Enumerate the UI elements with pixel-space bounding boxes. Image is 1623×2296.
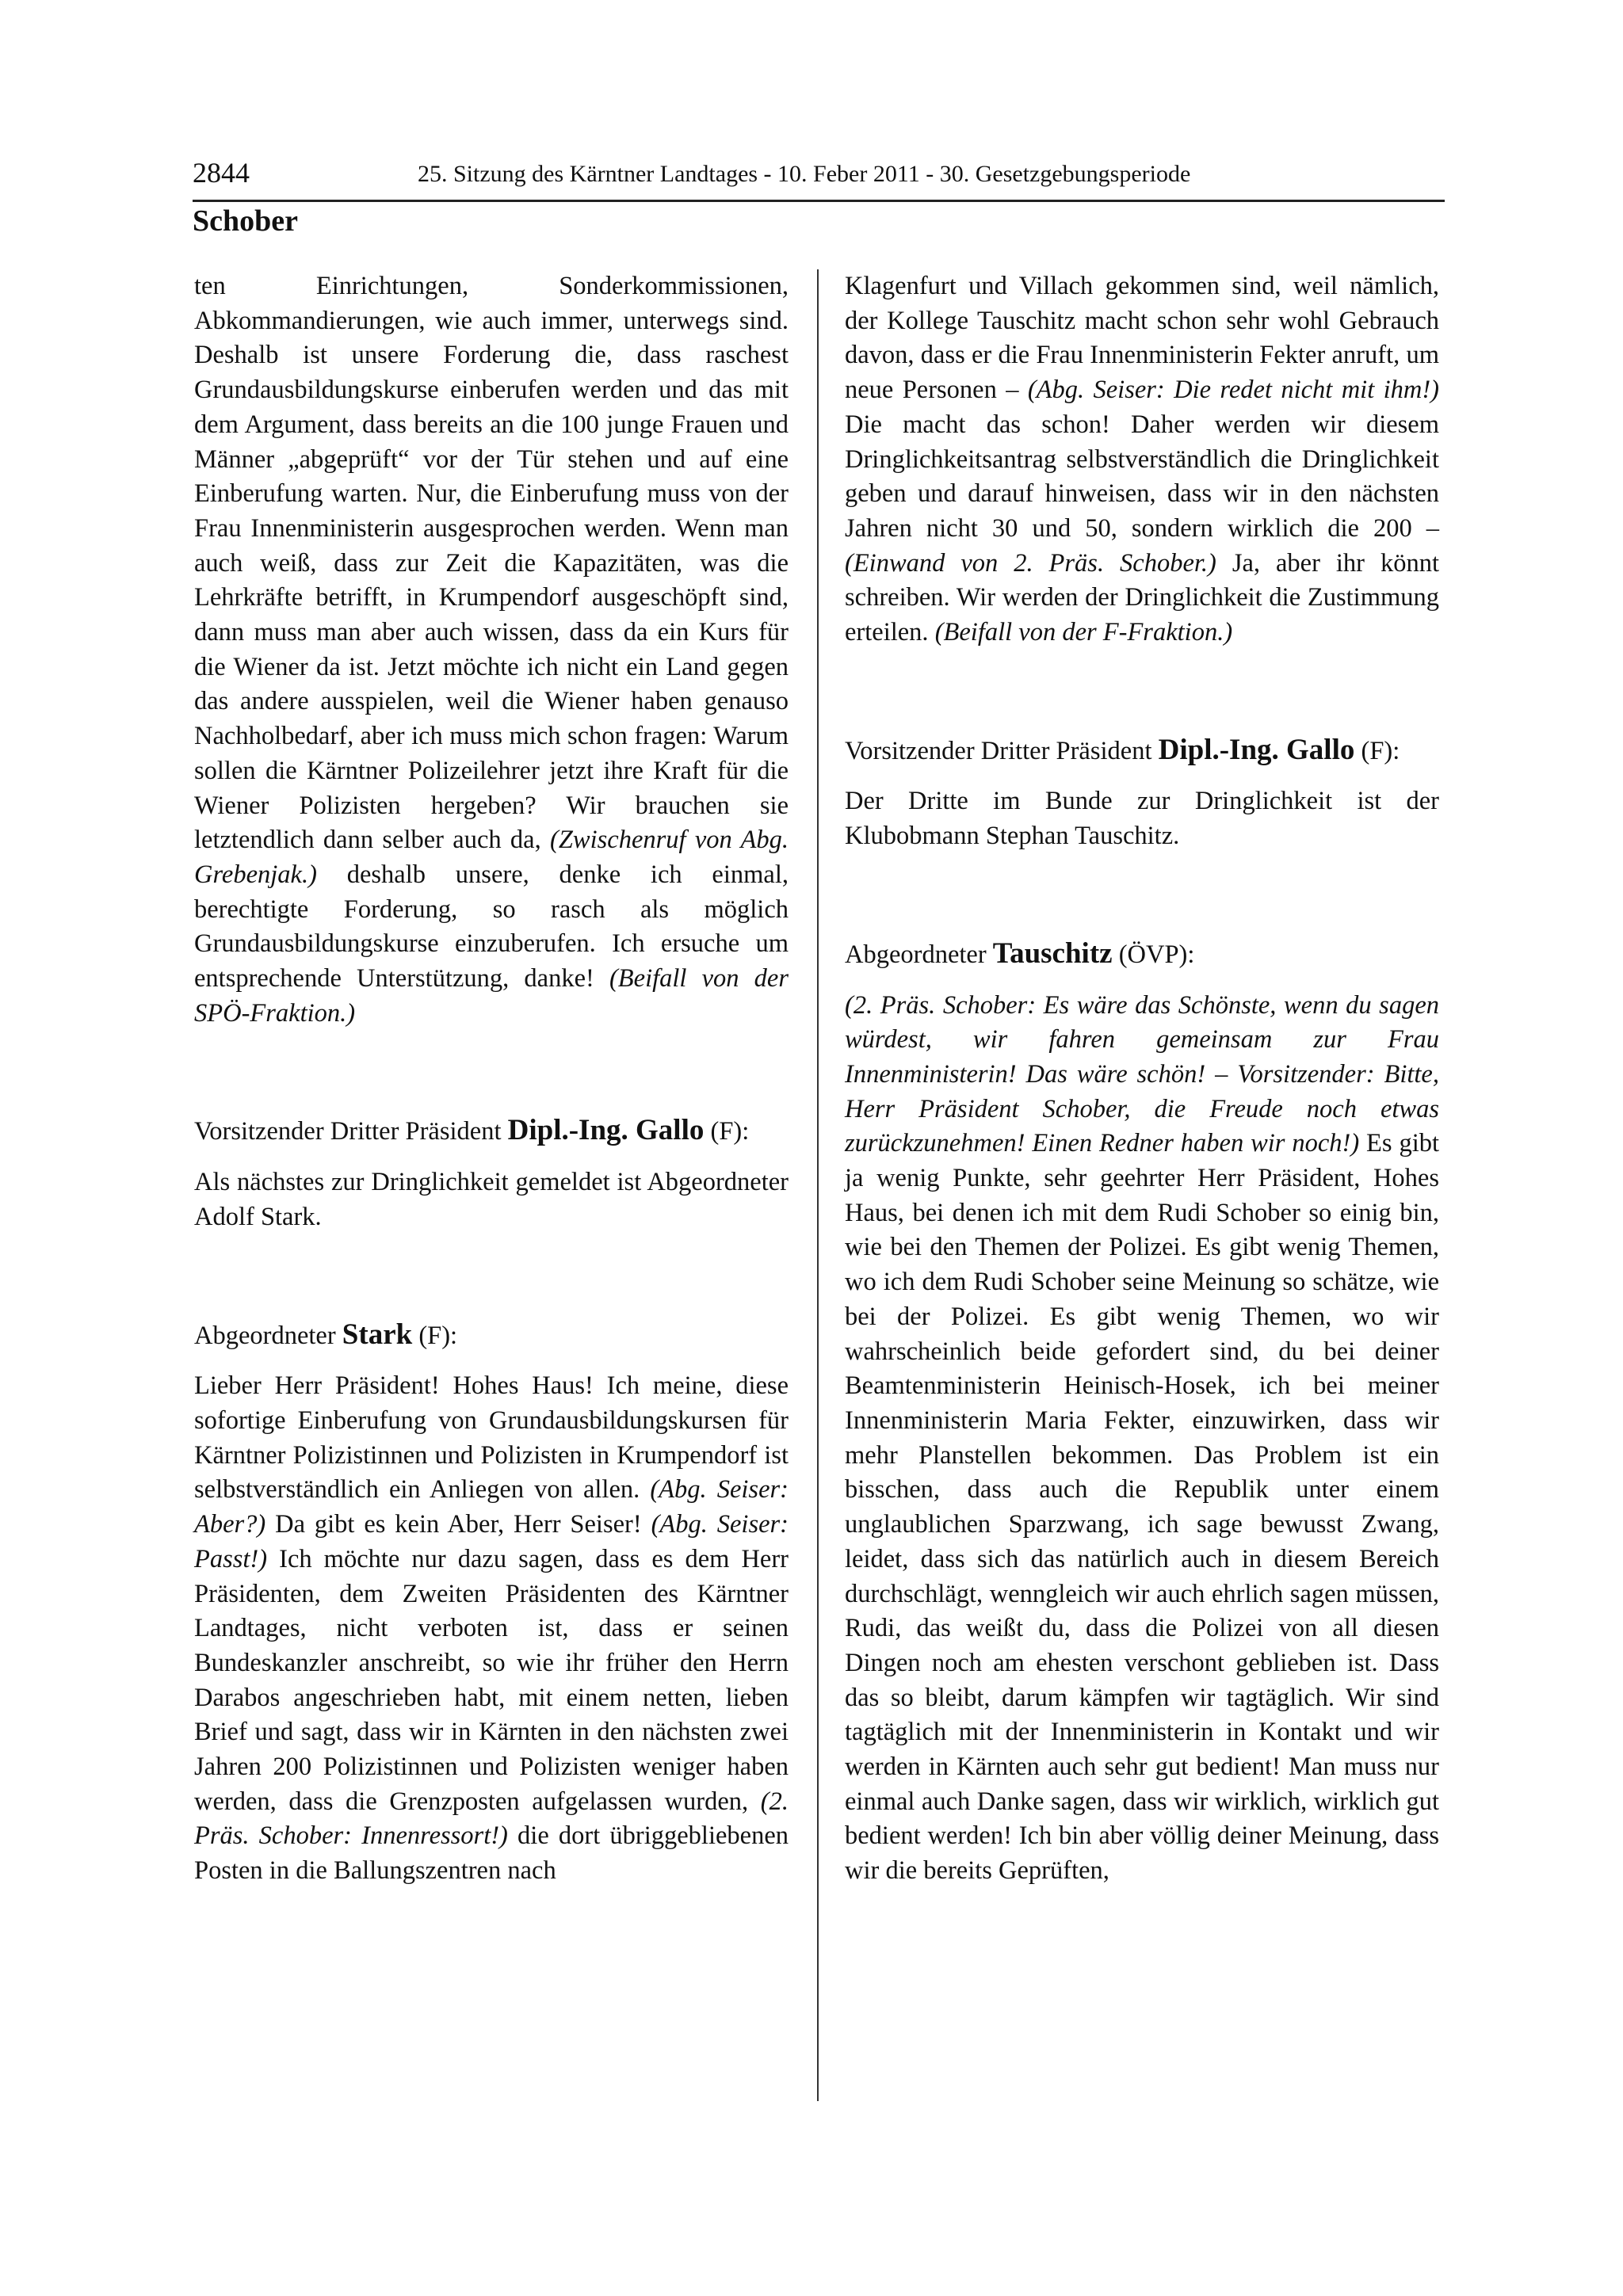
speaker-role: Abgeordneter [194, 1321, 342, 1350]
paragraph: Der Dritte im Bunde zur Dringlichkeit ist der Klubobmann Stephan Tauschitz. [845, 787, 1439, 851]
interjection: (Beifall von der F-Fraktion.) [934, 618, 1233, 647]
text-run: Klagenfurt und Villach gekommen sind, weil nämlich, der Kollege Tauschitz macht schon sehr wohl Gebrauch davon, dass er die Frau Innenministerin Fekter anruft, um neue Personen – [845, 272, 1439, 405]
interjection: (2. Präs. Schober: Innenressort!) [194, 1787, 789, 1851]
page-number: 2844 [193, 157, 250, 189]
text-run: ten Einrichtungen, Sonderkommissionen, Abkommandierungen, wie auch immer, unterwegs sind. Deshalb ist unsere Forderung die, dass raschest Grundausbildungskurse einberufen werden und das mit dem Argument, dass bereits an die 100 junge Frauen und Männer „abgeprüft“ vor der Tür stehen und auf eine Einberufung warten. Nur, die Einberufung muss von der Frau Innenministerin ausgesprochen werden. Wenn man auch weiß, dass zur Zeit die Kapazitäten, was die Lehrkräfte betrifft, in Krumpendorf ausgeschöpft sind, dann muss man aber auch wissen, dass da ein Kurs für die Wiener da ist. Jetzt möchte ich nicht ein Land gegen das andere ausspielen, weil die Wiener haben genauso Nachholbedarf, aber ich muss mich schon fragen: Warum sollen die Kärntner Polizeilehrer jetzt ihre Kraft für die Wiener Polizisten hergeben? Wir brauchen sie letztendlich dann selber auch da, [194, 272, 789, 855]
interjection: (Abg. Seiser: Die redet nicht mit ihm!) [1027, 376, 1439, 405]
text-run: Ja, aber ihr könnt schreiben. Wir werden der Dringlichkeit die Zustimmung erteilen. [845, 548, 1439, 647]
paragraph [194, 1369, 789, 1889]
speaker-heading [194, 1318, 789, 1354]
interjection: (Abg. Seiser: Passt!) [194, 1510, 789, 1573]
speaker-name: Dipl.-Ing. Gallo [507, 1114, 705, 1147]
left-column [194, 269, 789, 1889]
speaker-party: (ÖVP): [1112, 940, 1195, 969]
interjection: (Einwand von 2. Präs. Schober.) [845, 548, 1216, 578]
paragraph [845, 269, 1439, 650]
speaker-name: Stark [342, 1318, 413, 1351]
paragraph [845, 989, 1439, 1889]
speaker-party: (F): [1354, 736, 1400, 765]
interjection: (Beifall von der SPÖ-Fraktion.) [194, 964, 789, 1028]
speaker-name: Tauschitz [992, 936, 1113, 970]
speaker-heading [845, 733, 1439, 769]
speaker-party: (F): [412, 1321, 458, 1350]
text-run: deshalb unsere, denke ich einmal, berechtigte Forderung, so rasch als möglich Grundausbildungskurse einzuberufen. Ich ersuche um entsprechende Unterstützung, danke! [194, 860, 789, 994]
page-header [193, 155, 1445, 202]
speaker-role: Abgeordneter [845, 940, 993, 969]
paragraph [194, 269, 789, 1031]
paragraph: Als nächstes zur Dringlichkeit gemeldet ist Abgeordneter Adolf Stark. [194, 1168, 789, 1231]
speaker-role: Vorsitzender Dritter Präsident [194, 1117, 508, 1146]
interjection: (2. Präs. Schober: Es wäre das Schönste, wenn du sagen würdest, wir fahren gemeinsam zur Frau Innenministerin! Das wäre schön! – Vorsitzender: Bitte, Herr Präsident Schober, die Freude noch etwas zurückzunehmen! Einen Redner haben wir noch!) [845, 990, 1439, 1158]
speaker-name: Dipl.-Ing. Gallo [1158, 733, 1355, 766]
right-column [845, 269, 1439, 1889]
text-run: die dort übriggebliebenen Posten in die Ballungszentren nach [194, 1821, 789, 1886]
column-divider [817, 269, 819, 2101]
speaker-tag: Schober [193, 204, 298, 238]
speaker-heading [194, 1113, 789, 1150]
text-run: Da gibt es kein Aber, Herr Seiser! [265, 1510, 651, 1539]
interjection: (Zwischenruf von Abg. Grebenjak.) [194, 826, 789, 889]
text-run: Es gibt ja wenig Punkte, sehr geehrter Herr Präsident, Hohes Haus, bei denen ich mit dem Rudi Schober so einig bin, wie bei den Themen der Polizei. Es gibt wenig Themen, wo ich dem Rudi Schober seine Meinung so schätze, wie bei der Polizei. Es gibt wenig Themen, wo wir wahrscheinlich beide gefordert sind, du bei deiner Beamtenministerin Heinisch-Hosek, ich bei meiner Innenministerin Maria Fekter, einzuwirken, dass wir mehr Planstellen bekommen. Das Problem ist ein bisschen, dass auch die Republik unter einem unglaublichen Sparzwang, ich sage bewusst Zwang, leidet, dass sich das natürlich auch in diesem Bereich durchschlägt, wenngleich wir auch ehrlich sagen müssen, Rudi, das weißt du, dass die Polizei von all diesen Dingen noch am ehesten verschont geblieben ist. Dass das so bleibt, darum kämpfen wir tagtäglich. Wir sind tagtäglich mit der Innenministerin in Kontakt und wir werden in Kärnten auch sehr gut bedient! Man muss nur einmal auch Danke sagen, dass wir wirklich, wirklich gut bedient werden! Ich bin aber völlig deiner Meinung, dass wir die bereits Geprüften, [845, 1129, 1439, 1886]
speaker-role: Vorsitzender Dritter Präsident [845, 736, 1159, 765]
speaker-party: (F): [704, 1117, 750, 1146]
running-title: 25. Sitzung des Kärntner Landtages - 10. Feber 2011 - 30. Gesetzgebungsperiode [418, 161, 1191, 187]
text-run: Die macht das schon! Daher werden wir diesem Dringlichkeitsantrag selbstverständlich die Dringlichkeit geben und darauf hinweisen, dass wir in den nächsten Jahren nicht 30 und 50, sondern wirklich die 200 – [845, 410, 1439, 543]
text-run: Lieber Herr Präsident! Hohes Haus! Ich meine, diese sofortige Einberufung von Grundausbildungskursen für Kärntner Polizistinnen und Polizisten in Krumpendorf ist selbstverständlich ein Anliegen von allen. [194, 1371, 789, 1505]
text-run: Ich möchte nur dazu sagen, dass es dem Herr Präsidenten, dem Zweiten Präsidenten des Kärntner Landtages, nicht verboten ist, dass er seinen Bundeskanzler anschreibt, so wie ihr früher den Herrn Darabos angeschrieben habt, mit einem netten, lieben Brief und sagt, dass wir in Kärnten in den nächsten zwei Jahren 200 Polizistinnen und Polizisten weniger haben werden, dass die Grenzposten aufgelassen wurden, [194, 1544, 789, 1816]
speaker-heading [845, 936, 1439, 973]
interjection: (Abg. Seiser: Aber?) [194, 1475, 789, 1539]
